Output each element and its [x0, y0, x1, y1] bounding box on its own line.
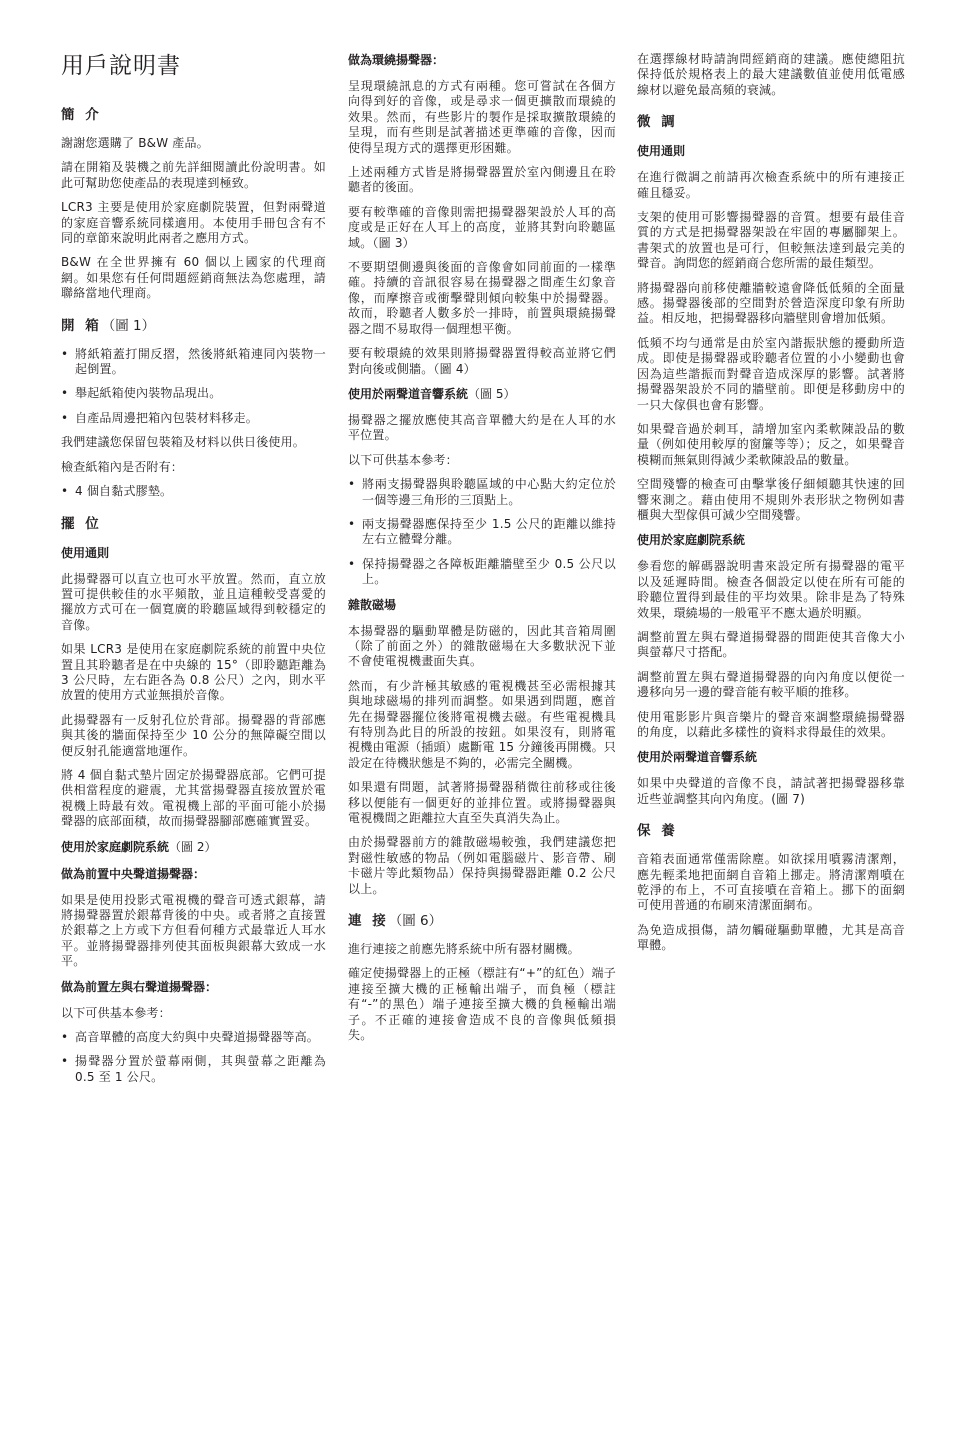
fine-tuning-heading: 微 調: [637, 114, 678, 131]
surround-paragraph: 上述兩種方式皆是將揚聲器置於室內側邊且在聆聽者的後面。: [348, 165, 616, 195]
document-title: 用戶說明書: [61, 53, 181, 79]
fine-tuning-paragraph: 空間殘響的檢查可由擊掌後仔細傾聽其快速的回響來測之。藉由使用不規則外表形狀之物例如書櫃與大型傢俱可減少空間殘響。: [637, 477, 905, 522]
left-right-paragraph: 以下可供基本參考：: [61, 1005, 171, 1020]
list-item: [61, 411, 326, 426]
connection-heading-text: 連 接: [348, 913, 389, 930]
fine-tuning-paragraph: 低頻不均勻通常是由於室內諧振狀態的擾動所造成。即使是揚聲器或聆聽者位置的小小變動也會因為這些諧振而對聲音造成深厚的影響。試著將揚聲器架設於不同的牆壁前。即便是移動房中的一只大傢俱也會有影響。: [637, 335, 905, 412]
placement-paragraph: 此揚聲器有一反射孔位於背部。揚聲器的背部應與其後的牆面保持至少 10 公分的無障礙空間以便反射孔能適當地運作。: [61, 712, 326, 758]
column-1: [61, 52, 326, 1094]
list-item: [348, 477, 616, 508]
home-theater-tuning-paragraph: 調整前置左與右聲道揚聲器的向內角度以便從一邊移向另一邊的聲音能有較平順的推移。: [637, 669, 905, 700]
list-item-text: 舉起紙箱使內裝物品現出。: [75, 386, 222, 401]
list-item-text: 4 個自黏式膠墊。: [75, 484, 173, 499]
list-item: [61, 484, 326, 499]
bullet-icon: •: [348, 477, 356, 492]
intro-paragraph: B&W 在全世界擁有 60 個以上國家的代理商網。如果您有任何問題經銷商無法為您處理，請聯絡當地代理商。: [61, 255, 326, 301]
stereo-subheading: [348, 386, 616, 403]
fine-tuning-paragraph: 如果聲音過於刺耳，請增加室內柔軟陳設品的數量（例如使用較厚的窗簾等等）；反之，如果聲音模糊而無氣則得減少柔軟陳設品的數量。: [637, 421, 905, 467]
placement-paragraph: 此揚聲器可以直立也可水平放置。然而，直立放置可提供較佳的水平頻散，並且這種較受喜愛的擺放方式可在一個寬廣的聆聽區域得到較穩定的音像。: [61, 571, 326, 632]
list-item-text: 將紙箱蓋打開反摺，然後將紙箱連同內裝物一起倒置。: [75, 346, 326, 377]
bullet-icon: •: [61, 346, 69, 361]
figure-reference: （圖 5）: [468, 386, 516, 401]
stray-field-paragraph: 然而，有少許極其敏感的電視機甚至必需根據其與地球磁場的排列而調整。如果遇到問題，應首先在揚聲器擺位後將電視機去磁。有些電視機具有特別為此目的所設的按鈕。如果沒有，則將電視機由電源（插頭）處斷電 15 分鐘後再開機。只設定在待機狀態是不夠的，必需完全關機。: [348, 678, 616, 770]
home-theater-tuning-subheading: 使用於家庭劇院系統: [637, 533, 746, 548]
home-theater-tuning-paragraph: 參看您的解碼器說明書來設定所有揚聲器的電平以及延遲時間。檢查各個設定以使在所有可能的聆聽位置得到最佳的平均效果。除非是為了特殊效果，環繞場的一般電平不應太過於明顯。: [637, 559, 905, 620]
fine-tuning-paragraph: 將揚聲器向前移使離牆較遠會降低低頻的全面量感。揚聲器後部的空間對於營造深度印象有所助益。相反地，把揚聲器移向牆壁則會增加低頻。: [637, 280, 905, 326]
home-theater-tuning-paragraph: 使用電影影片與音樂片的聲音來調整環繞揚聲器的角度，以藉此多樣性的資料求得最佳的效果。: [637, 709, 905, 739]
unpacking-heading: [61, 317, 326, 335]
list-item: [61, 386, 326, 401]
bullet-icon: •: [61, 1054, 69, 1069]
list-item: [348, 557, 616, 588]
list-item-text: 自產品周邊把箱內包裝材料移走。: [75, 410, 259, 425]
intro-heading: 簡 介: [61, 107, 102, 123]
list-item-text: 兩支揚聲器應保持至少 1.5 公尺的距離以維持左右立體聲分離。: [362, 516, 616, 547]
stray-field-paragraph: 如果還有問題，試著將揚聲器稍微往前移或往後移以便能有一個更好的並排位置。或將揚聲器與電視機間之距離拉大直至失真消失為止。: [348, 780, 616, 826]
figure-reference: （圖 1）: [101, 317, 156, 334]
list-item-text: 高音單體的高度大約與中央聲道揚聲器等高。: [75, 1030, 320, 1045]
stray-field-paragraph: 本揚聲器的驅動單體是防磁的，因此其音箱周圍（除了前面之外）的雜散磁場在大多數狀況下並不會使電視機畫面失真。: [348, 623, 616, 669]
surround-paragraph: 要有較準確的音像則需把揚聲器架設於人耳的高度或是正好在人耳上的高度，並將其對向聆聽區域。（圖 3）: [348, 204, 616, 250]
placement-paragraph: 將 4 個自黏式墊片固定於揚聲器底部。它們可提供相當程度的避震，尤其當揚聲器直接放置於電視機上時最有效。電視機上部的平面可能小於揚聲器的底部面積，故而揚聲器腳部應確實置妥。: [61, 767, 326, 829]
surround-paragraph: 呈現環繞訊息的方式有兩種。您可嘗試在各個方向得到好的音像，或是尋求一個更擴散而環繞的效果。然而，有些影片的製作是採取擴散環繞的呈現，而有些則是試著描述更準確的音像，因而使得呈現方式的選擇更形困難。: [348, 79, 616, 155]
package-contents: [61, 484, 326, 499]
intro-paragraph: 請在開箱及裝機之前先詳細閱讀此份說明書。如此可幫助您使產品的表現達到極致。: [61, 160, 326, 190]
placement-heading: 擺 位: [61, 515, 102, 532]
stereo-paragraph: 揚聲器之擺放應使其高音單體大約是在人耳的水平位置。: [348, 412, 616, 443]
fine-tuning-paragraph: 在進行微調之前請再次檢查系統中的所有連接正確且穩妥。: [637, 170, 905, 200]
home-theater-subheading: [61, 839, 326, 856]
bullet-icon: •: [348, 556, 356, 571]
figure-reference: （圖 6）: [388, 913, 443, 930]
list-item-text: 揚聲器分置於螢幕兩側，其與螢幕之距離為 0.5 至 1 公尺。: [75, 1054, 326, 1084]
left-right-subheading: 做為前置左與右聲道揚聲器：: [61, 979, 218, 994]
connection-paragraph: 確定使揚聲器上的正極（標註有“+”的紅色）端子連接至擴大機的正極輸出端子，而負極（標註有“-”的黑色）端子連接至擴大機的負極輸出端子。不正確的連接會造成不良的音像與低頻損失。: [348, 966, 616, 1043]
list-item: [61, 347, 326, 378]
figure-reference: （圖 2）: [169, 839, 217, 854]
home-theater-subheading-text: 使用於家庭劇院系統: [61, 839, 170, 854]
intro-paragraph: LCR3 主要是使用於家庭劇院裝置，但對兩聲道的家庭音響系統同樣適用。本使用手冊包含有不同的章節來說明此兩者之應用方式。: [61, 200, 326, 246]
list-item-text: 保持揚聲器之各障板距離牆壁至少 0.5 公尺以上。: [362, 556, 616, 587]
bullet-icon: •: [348, 516, 356, 531]
surround-paragraph: 要有較環繞的效果則將揚聲器置得較高並將它們對向後或側牆。（圖 4）: [348, 346, 616, 376]
fine-tuning-general-subheading: 使用通則: [637, 144, 686, 159]
center-channel-subheading: 做為前置中央聲道揚聲器：: [61, 866, 206, 881]
bullet-icon: •: [61, 410, 69, 425]
bullet-icon: •: [61, 484, 69, 499]
placement-paragraph: 如果 LCR3 是使用在家庭劇院系統的前置中央位置且其聆聽者是在中央線的 15°（即聆聽距離為 3 公尺時，左右距各為 0.8 公尺）之內，則水平放置的使用方式並無損於音像。: [61, 642, 326, 703]
stray-field-subheading: 雜散磁場: [348, 597, 397, 612]
connection-paragraph: 在選擇線材時請詢問經銷商的建議。應使總阻抗保持低於規格表上的最大建議數值並使用低電感線材以避免最高頻的衰減。: [637, 52, 905, 97]
surround-subheading: 做為環繞揚聲器：: [348, 53, 445, 67]
column-3: [637, 52, 905, 963]
connection-paragraph: 進行連接之前應先將系統中所有器材關機。: [348, 942, 580, 957]
connection-heading: [348, 912, 616, 930]
list-item: [348, 517, 616, 548]
bullet-icon: •: [61, 1030, 69, 1045]
unpacking-steps: [61, 347, 326, 427]
list-item: [61, 1054, 326, 1085]
unpacking-heading-text: 開 箱: [61, 317, 102, 334]
unpacking-paragraph: 我們建議您保留包裝箱及材料以供日後使用。: [61, 435, 306, 450]
maintenance-paragraph: 為免造成損傷，請勿觸碰驅動單體，尤其是高音單體。: [637, 922, 905, 953]
maintenance-heading: 保 養: [637, 823, 678, 840]
home-theater-tuning-paragraph: 調整前置左與右聲道揚聲器的間距使其音像大小與螢幕尺寸搭配。: [637, 629, 905, 660]
stereo-subheading-text: 使用於兩聲道音響系統: [348, 386, 469, 401]
left-right-guidelines: [61, 1030, 326, 1085]
stereo-guidelines: [348, 477, 616, 587]
list-item: [61, 1030, 326, 1045]
stereo-tuning-paragraph: 如果中央聲道的音像不良，請試著把揚聲器移靠近些並調整其向內角度。(圖 7): [637, 776, 905, 806]
maintenance-paragraph: 音箱表面通常僅需除塵。如欲採用噴霧清潔劑，應先輕柔地把面網自音箱上挪走。將清潔劑噴在乾淨的布上，不可直接噴在音箱上。挪下的面網可使用普通的布刷來清潔面網布。: [637, 852, 905, 913]
center-channel-paragraph: 如果是使用投影式電視機的聲音可透式銀幕，請將揚聲器置於銀幕背後的中央。或者將之直接置於銀幕之上方或下方但看何種方式最靠近人耳水平。並將揚聲器排列使其面板與銀幕大致成一水平。: [61, 892, 326, 969]
bullet-icon: •: [61, 386, 69, 401]
placement-general-subheading: 使用通則: [61, 545, 110, 560]
list-item-text: 將兩支揚聲器與聆聽區域的中心點大約定位於一個等邊三角形的三頂點上。: [362, 477, 616, 507]
surround-paragraph: 不要期望側邊與後面的音像會如同前面的一樣準確。持續的音訊很容易在揚聲器之間產生幻象音像，而摩擦音或衝擊聲則傾向較集中於揚聲器。故而，聆聽者人數多於一排時，前置與環繞揚聲器之間不易取得一個理想平衡。: [348, 260, 616, 336]
stray-field-paragraph: 由於揚聲器前方的雜散磁場較強，我們建議您把對磁性敏感的物品（例如電腦磁片、影音帶、刷卡磁片等此類物品）保持與揚聲器距離 0.2 公尺以上。: [348, 835, 616, 896]
intro-paragraph: 謝謝您選購了 B&W 產品。: [61, 136, 209, 150]
stereo-paragraph: 以下可供基本參考：: [348, 452, 458, 467]
stereo-tuning-subheading: 使用於兩聲道音響系統: [637, 750, 758, 765]
column-2: [348, 52, 616, 1053]
fine-tuning-paragraph: 支架的使用可影響揚聲器的音質。想要有最佳音質的方式是把揚聲器架設在牢固的專屬腳架上。書架式的放置也是可行，但較無法達到最完美的聲音。詢問您的經銷商合您所需的最佳類型。: [637, 210, 905, 271]
unpacking-paragraph: 檢查紙箱內是否附有：: [61, 459, 184, 474]
